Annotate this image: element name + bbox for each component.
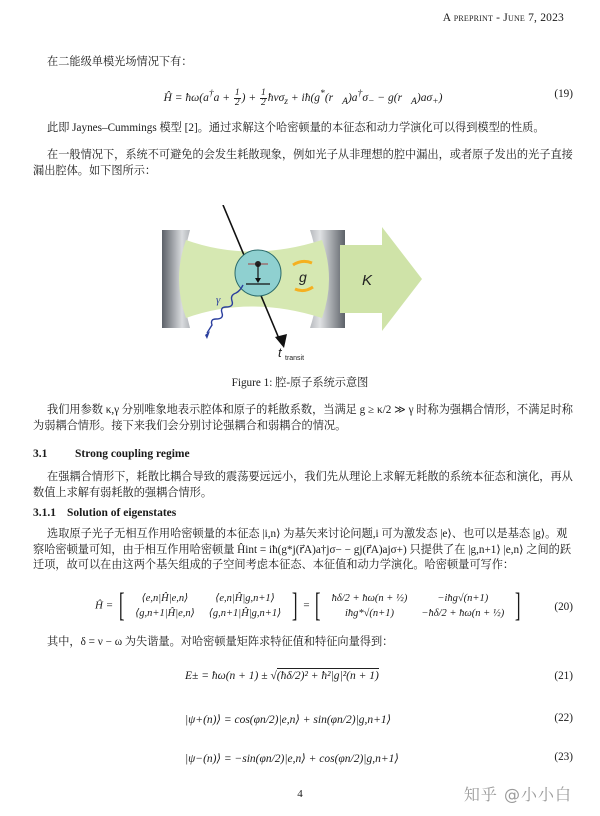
header-date: June 7, 2023 — [503, 12, 564, 24]
matrix-right: ħδ/2 + ħω(n + ½) −iħg√(n+1) iħg*√(n+1) −ħδ/2 + ħω(n + ½) — [331, 593, 505, 619]
equation-22-number: (22) — [554, 712, 573, 724]
paragraph-intro — [33, 55, 573, 71]
equation-22-body: |ψ+(n)⟩ = cos(φn/2)|e,n⟩ + sin(φn/2)|g,n+1⟩ — [185, 714, 392, 726]
section-title: Strong coupling regime — [75, 448, 190, 460]
equation-19-body: Ĥ = ħω(a†a + $\frac{1}{2}$ ) + $\frac{1}{2}$ ħνσ$_z$ + $iħ(g^*(r⃗_A)a^\dagger\sigma_-$ − $g(r⃗_A)a\sigma_+$) — [163, 87, 443, 108]
equation-19-number: (19) — [554, 88, 573, 100]
g-label: g — [299, 269, 307, 285]
equation-20-number: (20) — [554, 601, 573, 613]
figure-cavity-atom — [150, 205, 450, 365]
equation-23-number: (23) — [554, 751, 573, 763]
paragraph-basis: 选取原子光子无相互作用哈密顿量的本征态 |i,n⟩ 为基矢来讨论问题,i 可为激发态 |e⟩、也可以是基态 |g⟩。观察哈密顿量可知，由于相互作用哈密顿量 Ĥint = iħ(g*j(r⃗A)a†jσ− − gj(r⃗A)ajσ+) 只提供了在 |g,n+1⟩ |e,n⟩ 之间的跃迁项，故可以在由这两个基矢组成的子空间考虑本征态、本征值和动力学演化。哈密顿量可写作： — [33, 528, 572, 572]
kappa-arrow — [340, 227, 422, 331]
subsection-title: Solution of eigenstates — [67, 507, 177, 519]
equation-21-number: (21) — [554, 670, 573, 682]
paragraph-jc-model: 此即 Jaynes–Cummings 模型 [2]。通过求解这个哈密顿量的本征态和动力学演化可以得到模型的性质。 — [47, 122, 545, 134]
matrix-left: ⟨e,n|Ĥ|e,n⟩ ⟨e,n|Ĥ|g,n+1⟩ ⟨g,n+1|Ĥ|e,n⟩ ⟨g,n+1|Ĥ|g,n+1⟩ — [135, 593, 282, 619]
paragraph-intro-text: 在二能级单模光场情况下有： — [47, 56, 193, 68]
equation-23 — [33, 749, 573, 773]
equation-21-body: E± = ħω(n + 1) ± √(ħδ/2)² + ħ²|g|²(n + 1) — [185, 670, 379, 682]
subsection-number: 3.1.1 — [33, 507, 56, 519]
page-number: 4 — [297, 788, 303, 800]
equation-20-lhs: Ĥ = — [95, 599, 114, 612]
kappa-label: K — [362, 272, 373, 289]
figure-caption: Figure 1: 腔-原子系统示意图 — [231, 377, 369, 389]
zhihu-watermark: 知乎 @小小白 — [463, 785, 572, 804]
cavity-atom-diagram — [150, 205, 450, 365]
equation-23-body: |ψ−(n)⟩ = −sin(φn/2)|e,n⟩ + cos(φn/2)|g,n+1⟩ — [185, 753, 399, 765]
equation-20 — [33, 587, 573, 628]
paragraph-detuning: 其中，δ = ν − ω 为失谐量。对哈密顿量矩阵求特征值和特征向量得到： — [47, 636, 394, 648]
section-number: 3.1 — [33, 448, 48, 460]
section-heading-3-1 — [33, 448, 190, 460]
paragraph-dissipation: 在一般情况下，系统不可避免的会发生耗散现象，例如光子从非理想的腔中漏出，或者原子发出的光子直接漏出腔体。如下图所示： — [33, 149, 573, 177]
running-header — [443, 12, 564, 24]
equation-21 — [33, 664, 573, 694]
t-transit-subscript: transit — [285, 355, 305, 362]
t-label: t — [278, 345, 282, 360]
paragraph-strong-coupling: 在强耦合情形下，耗散比耦合导致的震荡要远远小，我们先从理论上求解无耗散的系统本征态和演化，再从数值上求解有弱耗散的强耦合情形。 — [33, 471, 573, 499]
gamma-label: γ — [216, 294, 221, 306]
equation-19 — [33, 82, 573, 112]
header-separator: - — [493, 12, 504, 24]
equation-22 — [33, 710, 573, 734]
equation-20-body: Ĥ = [ ⟨e,n|Ĥ|e,n⟩ ⟨e,n|Ĥ|g,n+1⟩ ⟨g,n+1|Ĥ|e,n⟩ ⟨g,n+1|Ĥ|g,n+1⟩ ] = [ ħδ/2 + ħω(n + ½) −iħg√(n+1) iħg*√(n+1) −ħδ/2 + ħω(n + ½) ] — [95, 587, 521, 624]
subsection-heading-3-1-1 — [33, 507, 176, 519]
equation-21-radicand: (ħδ/2)² + ħ²|g|²(n + 1) — [276, 670, 379, 682]
paragraph-params: 我们用参数 κ,γ 分别唯象地表示腔体和原子的耗散系数，当满足 g ≥ κ/2 ≫ γ 时称为强耦合情形，不满足时称为弱耦合情形。接下来我们会分别讨论强耦合和弱耦合的情况。 — [33, 404, 573, 432]
preprint-label: A preprint — [442, 12, 494, 24]
